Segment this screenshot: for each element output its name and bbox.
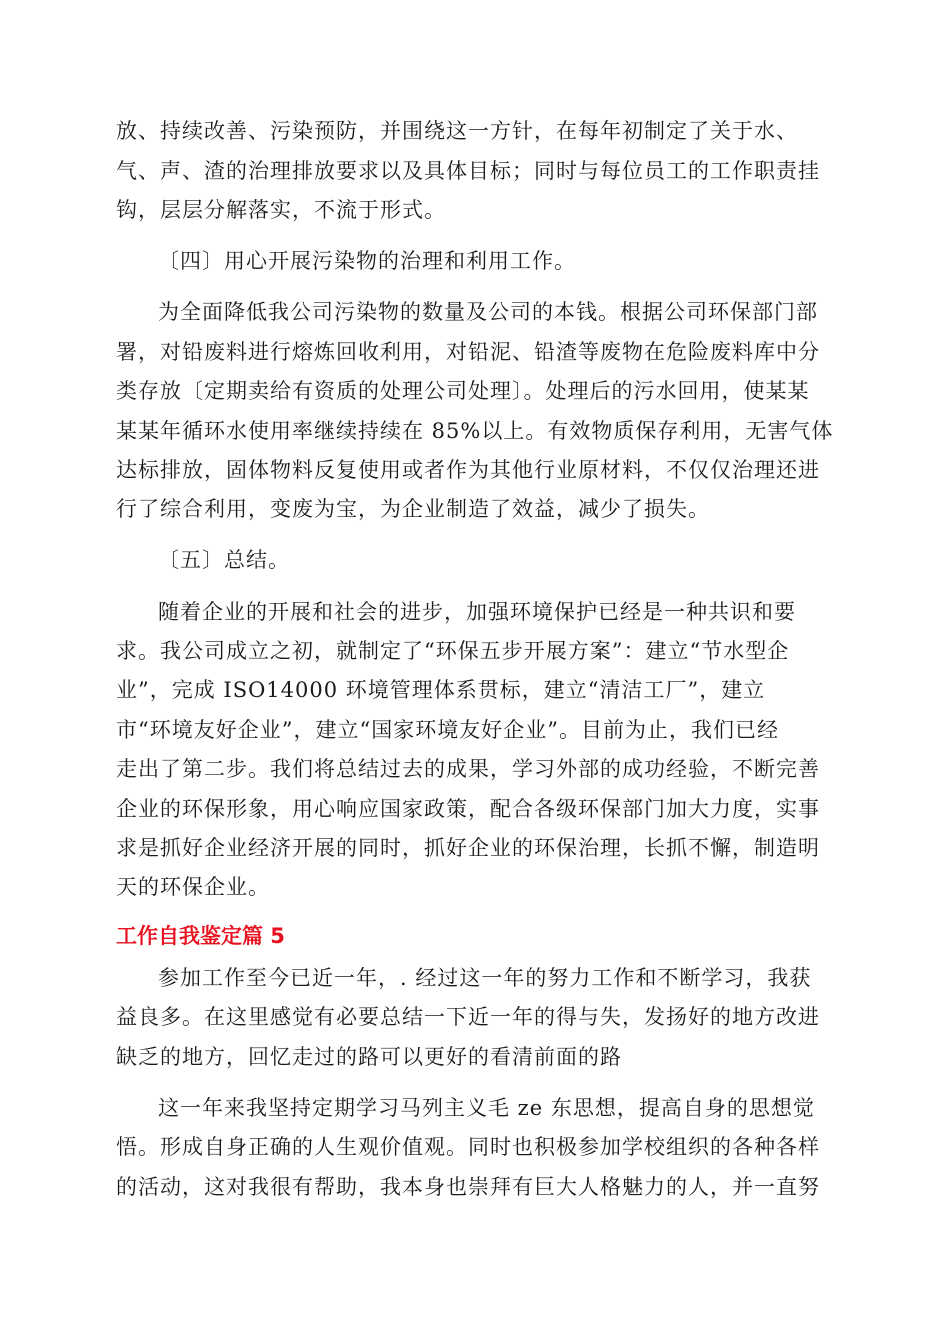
paragraph-line: 放、持续改善、污染预防，并围绕这一方针，在每年初制定了关于水、 (116, 119, 798, 143)
paragraph-line: 这一年来我坚持定期学习马列主义毛 ze 东思想，提高自身的思想觉 (158, 1096, 815, 1120)
paragraph-line: 业”，完成 ISO14000 环境管理体系贯标，建立“清洁工厂”，建立 (116, 678, 766, 702)
paragraph-line: 行了综合利用，变废为宝，为企业制造了效益，减少了损失。 (116, 497, 710, 521)
paragraph-line: 求。我公司成立之初，就制定了“环保五步开展方案”：建立“节水型企 (116, 639, 790, 663)
paragraph-line: 企业的环保形象，用心响应国家政策，配合各级环保部门加大力度，实事 (116, 797, 820, 821)
paragraph-line: 钩，层层分解落实，不流于形式。 (116, 198, 446, 222)
subsection-title: 〔四〕用心开展污染物的治理和利用工作。 (158, 249, 576, 273)
paragraph-line: 求是抓好企业经济开展的同时，抓好企业的环保治理，长抓不懈，制造明 (116, 836, 820, 860)
section-heading: 工作自我鉴定篇 5 (116, 924, 285, 948)
paragraph-line: 为全面降低我公司污染物的数量及公司的本钱。根据公司环保部门部 (158, 300, 818, 324)
paragraph-line: 悟。形成自身正确的人生观价值观。同时也积极参加学校组织的各种各样 (116, 1135, 820, 1159)
paragraph-line: 天的环保企业。 (116, 875, 270, 899)
paragraph-line: 走出了第二步。我们将总结过去的成果，学习外部的成功经验，不断完善 (116, 757, 820, 781)
paragraph-line: 缺乏的地方，回忆走过的路可以更好的看清前面的路 (116, 1045, 622, 1069)
subsection-title: 〔五〕总结。 (158, 548, 290, 572)
paragraph-line: 的活动，这对我很有帮助，我本身也崇拜有巨大人格魅力的人，并一直努 (116, 1175, 820, 1199)
paragraph-line: 随着企业的开展和社会的进步，加强环境保护已经是一种共识和要 (158, 600, 796, 624)
paragraph-line: 某某年循环水使用率继续持续在 85%以上。有效物质保存利用，无害气体 (116, 419, 834, 443)
paragraph-line: 益良多。在这里感觉有必要总结一下近一年的得与失，发扬好的地方改进 (116, 1005, 820, 1029)
paragraph-line: 署，对铅废料进行熔炼回收利用，对铅泥、铅渣等废物在危险废料库中分 (116, 340, 820, 364)
paragraph-line: 气、声、渣的治理排放要求以及具体目标；同时与每位员工的工作职责挂 (116, 159, 820, 183)
paragraph-line: 市“环境友好企业”，建立“国家环境友好企业”。目前为止，我们已经 (116, 718, 779, 742)
paragraph-line: 达标排放，固体物料反复使用或者作为其他行业原材料，不仅仅治理还进 (116, 458, 820, 482)
paragraph-line: 类存放〔定期卖给有资质的处理公司处理〕。处理后的污水回用，使某某 (116, 379, 810, 403)
paragraph-line: 参加工作至今已近一年，. 经过这一年的努力工作和不断学习，我获 (158, 966, 812, 990)
